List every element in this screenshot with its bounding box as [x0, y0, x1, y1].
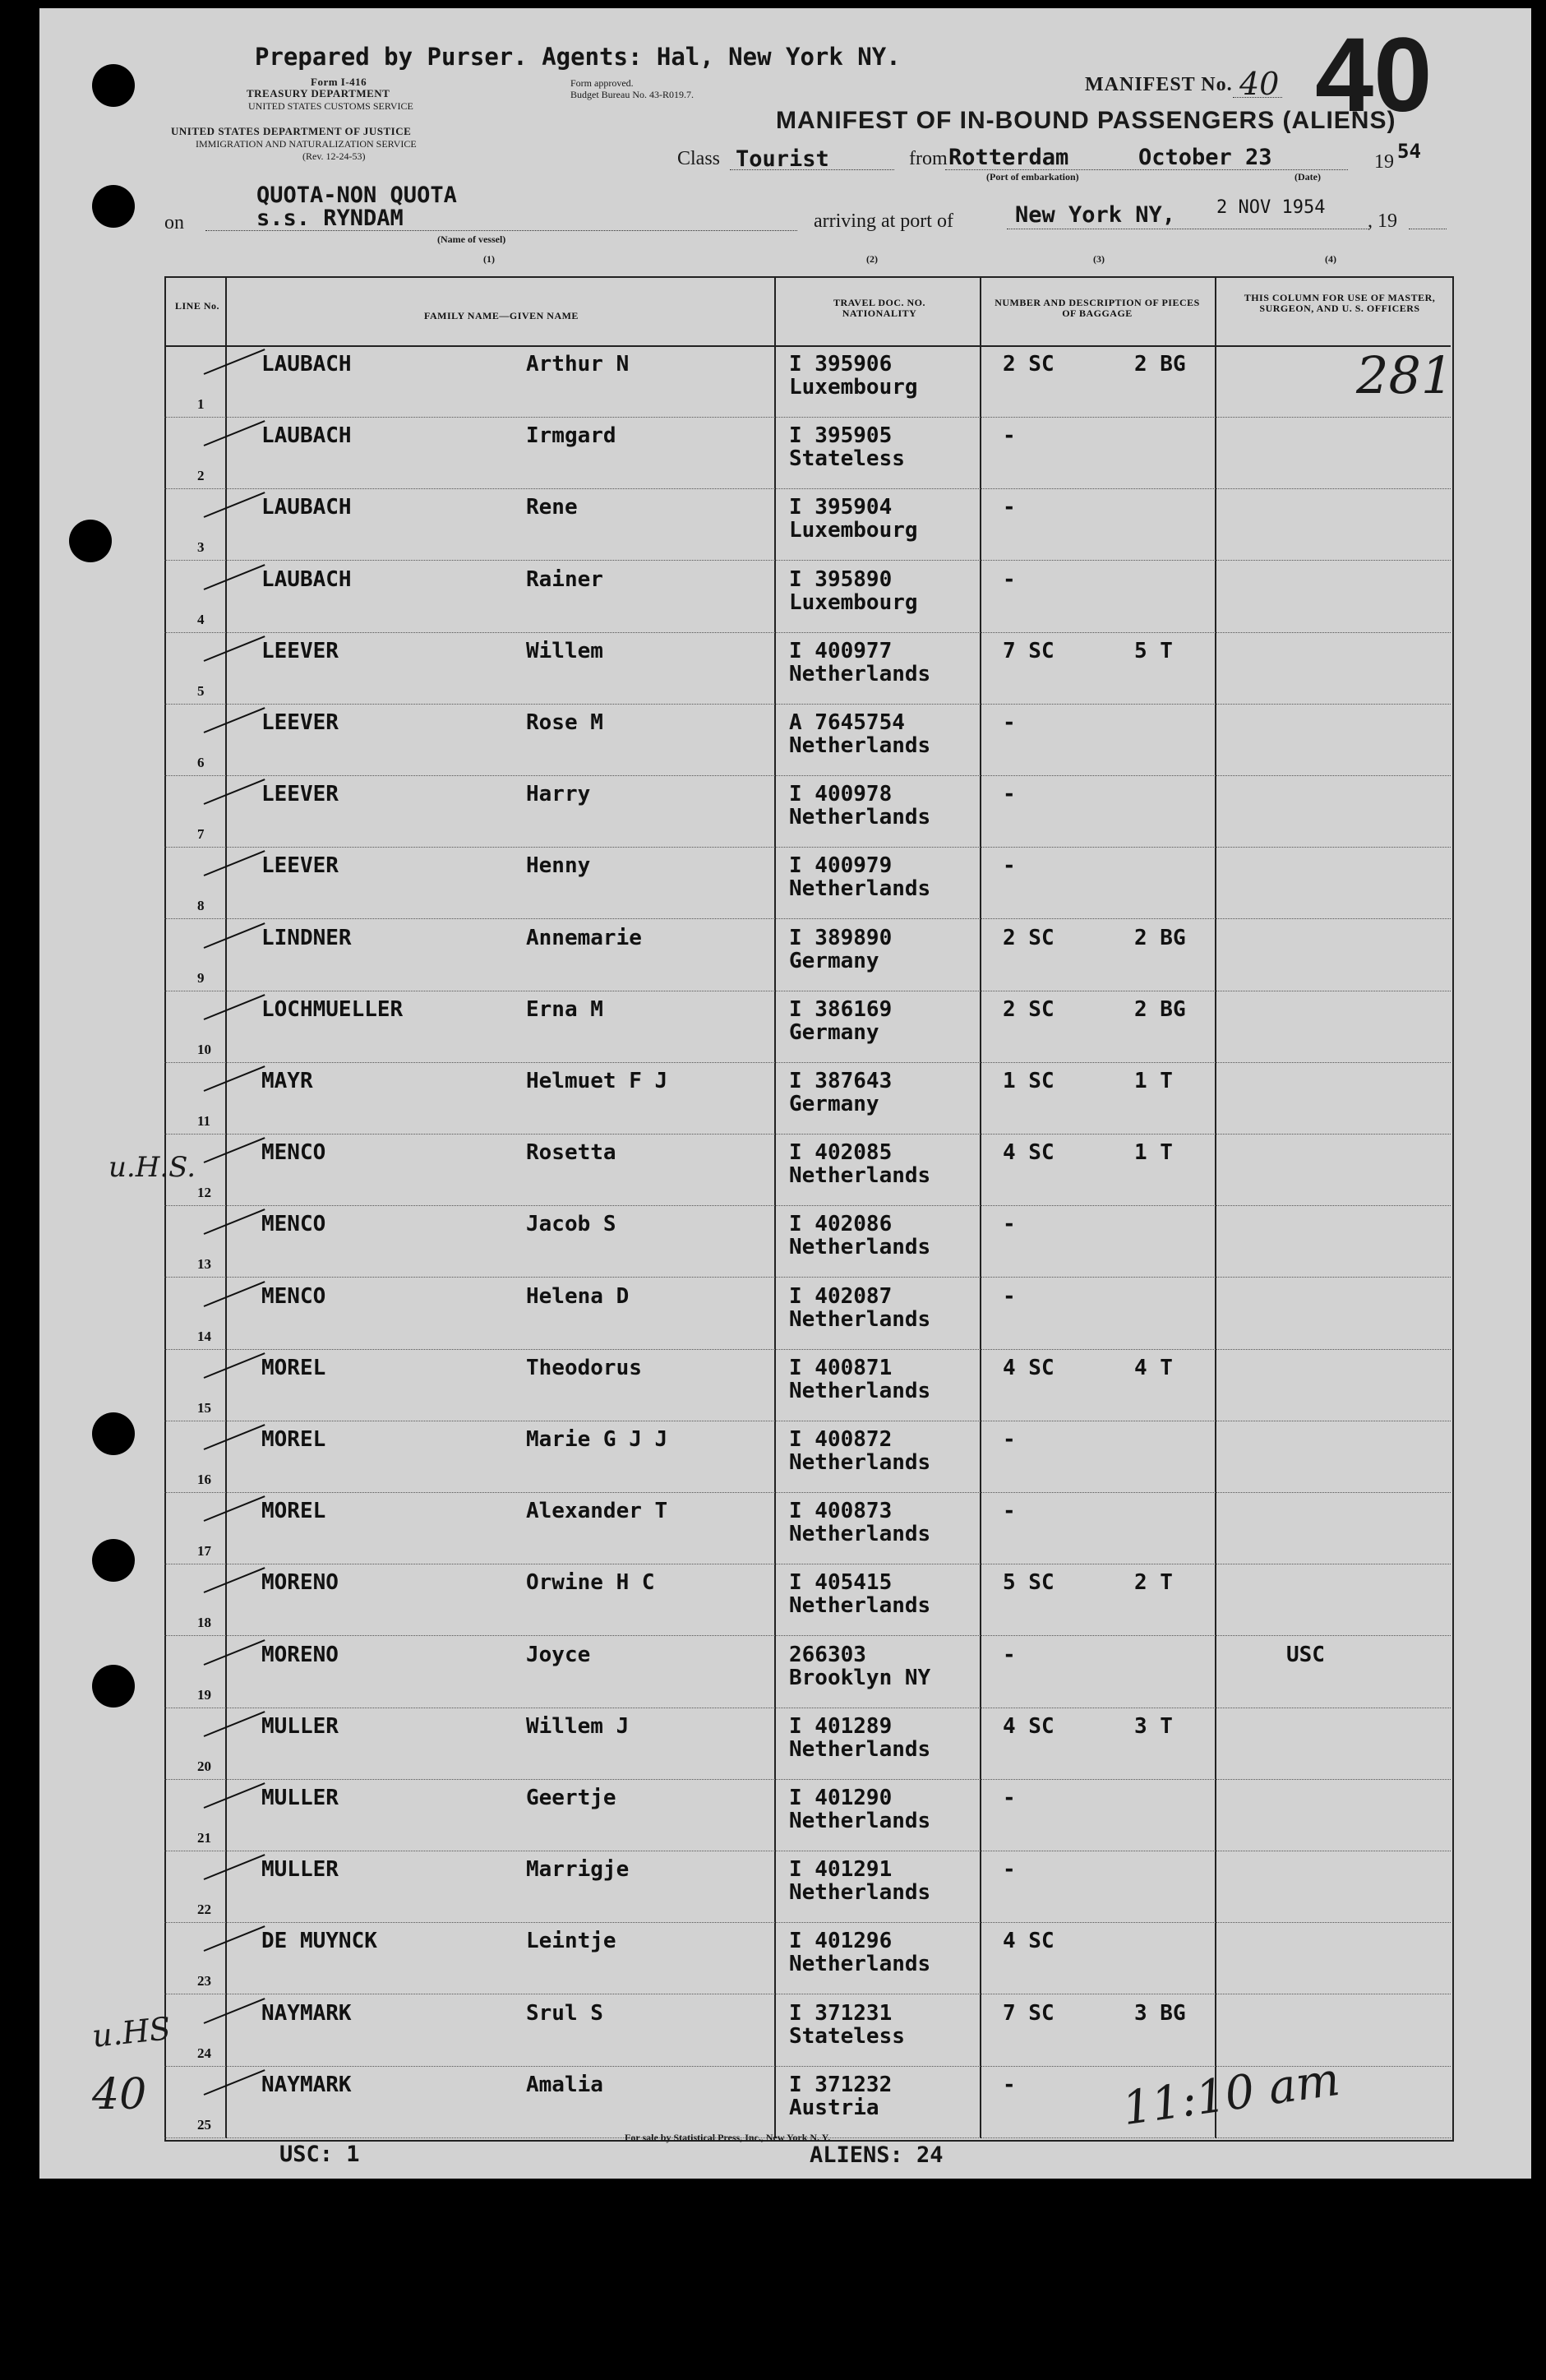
arrival-date-stamp: 2 NOV 1954: [1216, 197, 1326, 218]
check-mark-icon: [204, 1495, 265, 1522]
line-number: 21: [197, 1830, 211, 1846]
col-num-2: (2): [866, 253, 878, 265]
baggage-count: -: [1003, 1642, 1016, 1667]
nationality: Germany: [789, 948, 879, 973]
family-name: LAUBACH: [261, 495, 352, 520]
line-number: 25: [197, 2116, 211, 2133]
header-baggage: NUMBER AND DESCRIPTION OF PIECES OF BAGGAGE: [995, 297, 1200, 319]
check-mark-icon: [204, 1711, 265, 1737]
check-mark-icon: [204, 1925, 265, 1952]
line-number: 11: [197, 1113, 211, 1129]
line-number: 20: [197, 1758, 211, 1774]
family-name: LAUBACH: [261, 566, 352, 592]
family-name: MENCO: [261, 1212, 326, 1237]
baggage-type-count: 2 BG: [1134, 925, 1186, 950]
col-num-1: (1): [483, 253, 495, 265]
manifest-title: MANIFEST OF IN-BOUND PASSENGERS (ALIENS): [776, 107, 1396, 134]
prepared-by-line: Prepared by Purser. Agents: Hal, New York NY.: [255, 43, 901, 71]
travel-doc-number: I 395905: [789, 423, 893, 449]
travel-doc-number: I 371231: [789, 2000, 893, 2026]
check-mark-icon: [204, 1281, 265, 1307]
given-name: Leintje: [526, 1929, 616, 1954]
line-number: 14: [197, 1328, 211, 1344]
baggage-count: -: [1003, 853, 1016, 879]
doj-title: UNITED STATES DEPARTMENT OF JUSTICE: [171, 125, 412, 137]
line-number: 1: [197, 396, 205, 412]
travel-doc-number: I 400977: [789, 638, 893, 663]
line-number: 16: [197, 1472, 211, 1487]
table-row: [164, 1922, 1451, 1994]
baggage-type-count: 4 T: [1134, 1355, 1173, 1380]
baggage-type-count: 1 T: [1134, 1140, 1173, 1166]
baggage-count: 4 SC: [1003, 1929, 1055, 1954]
family-name: MORENO: [261, 1570, 339, 1596]
nationality: Netherlands: [789, 1378, 931, 1403]
check-mark-icon: [204, 564, 265, 590]
table-row: [164, 1492, 1451, 1564]
baggage-count: -: [1003, 2072, 1016, 2097]
family-name: MOREL: [261, 1499, 326, 1524]
line-number: 3: [197, 539, 205, 556]
port-embarkation: Rotterdam: [948, 145, 1069, 170]
table-row: [164, 704, 1451, 776]
check-mark-icon: [204, 492, 265, 518]
nationality: Netherlands: [789, 1736, 931, 1762]
nationality: Netherlands: [789, 733, 931, 758]
travel-doc-number: I 400873: [789, 1499, 893, 1524]
baggage-count: 2 SC: [1003, 996, 1055, 1022]
check-mark-icon: [204, 994, 265, 1020]
nationality: Netherlands: [789, 1880, 931, 1906]
nationality: Netherlands: [789, 1450, 931, 1475]
baggage-count: -: [1003, 782, 1016, 807]
table-row: [164, 1851, 1451, 1923]
travel-doc-number: I 386169: [789, 996, 893, 1022]
from-label: from: [909, 148, 948, 169]
table-row: [164, 561, 1451, 633]
family-name: MULLER: [261, 1786, 339, 1810]
quota-status: QUOTA-NON QUOTA: [256, 183, 457, 208]
nationality: Netherlands: [789, 1952, 931, 1977]
family-name: LEEVER: [261, 710, 339, 735]
travel-doc-number: I 405415: [789, 1570, 893, 1596]
nationality: Austria: [789, 2095, 879, 2120]
class-value: Tourist: [736, 146, 829, 172]
table-row: [164, 488, 1451, 561]
given-name: Helmuet F J: [526, 1069, 668, 1093]
baggage-count: 7 SC: [1003, 2000, 1055, 2026]
table-row: [164, 1205, 1451, 1278]
nationality: Germany: [789, 1092, 879, 1116]
table-row: [164, 847, 1451, 919]
family-name: MULLER: [261, 1857, 339, 1883]
budget-bureau: Budget Bureau No. 43-R019.7.: [570, 89, 694, 100]
nationality: Netherlands: [789, 805, 931, 830]
baggage-count: 7 SC: [1003, 638, 1055, 663]
travel-doc-number: I 400978: [789, 782, 893, 807]
check-mark-icon: [204, 850, 265, 876]
family-name: LEEVER: [261, 638, 339, 663]
given-name: Rainer: [526, 566, 603, 592]
family-name: LOCHMUELLER: [261, 996, 404, 1022]
nationality: Netherlands: [789, 1235, 931, 1260]
travel-doc-number: I 395904: [789, 495, 893, 520]
line-number: 23: [197, 1973, 211, 1989]
family-name: MENCO: [261, 1140, 326, 1166]
line-number: 4: [197, 611, 205, 627]
table-row: [164, 632, 1451, 705]
passenger-rows: [164, 345, 1454, 2137]
manifest-no-handwritten: 40: [1239, 66, 1280, 102]
baggage-type-count: 5 T: [1134, 638, 1173, 663]
margin-note-uhs-2: u.HS: [90, 2010, 173, 2054]
baggage-count: -: [1003, 1283, 1016, 1309]
given-name: Irmgard: [526, 423, 616, 449]
vessel-name: s.s. RYNDAM: [256, 206, 404, 231]
nationality: Netherlands: [789, 1163, 931, 1189]
family-name: NAYMARK: [261, 2000, 352, 2026]
baggage-count: 2 SC: [1003, 352, 1055, 377]
given-name: Geertje: [526, 1786, 616, 1810]
nationality: Netherlands: [789, 1593, 931, 1619]
officer-notation: USC: [1286, 1642, 1325, 1667]
travel-doc-number: I 395890: [789, 566, 893, 592]
check-mark-icon: [204, 1352, 265, 1379]
revision: (Rev. 12-24-53): [302, 150, 366, 162]
line-number: 8: [197, 898, 205, 914]
travel-doc-number: I 401296: [789, 1929, 893, 1954]
table-row: [164, 1278, 1451, 1350]
given-name: Theodorus: [526, 1355, 642, 1380]
table-row: [164, 1564, 1451, 1636]
footer-aliens-count: ALIENS: 24: [810, 2142, 944, 2168]
family-name: MORENO: [261, 1642, 339, 1667]
check-mark-icon: [204, 1782, 265, 1809]
check-mark-icon: [204, 1424, 265, 1450]
officer-mark: 281: [1356, 345, 1454, 405]
check-mark-icon: [204, 420, 265, 446]
family-name: LEEVER: [261, 853, 339, 879]
year-suffix: 54: [1397, 140, 1421, 163]
table-row: [164, 1994, 1451, 2067]
given-name: Joyce: [526, 1642, 591, 1667]
given-name: Amalia: [526, 2072, 603, 2097]
check-mark-icon: [204, 1065, 265, 1092]
check-mark-icon: [204, 1639, 265, 1666]
given-name: Harry: [526, 782, 591, 807]
check-mark-icon: [204, 707, 265, 733]
line-number: 6: [197, 755, 205, 770]
family-name: LAUBACH: [261, 352, 352, 377]
baggage-count: 4 SC: [1003, 1355, 1055, 1380]
form-approved: Form approved.: [570, 77, 634, 89]
header-line-no: LINE No.: [174, 300, 219, 312]
baggage-count: -: [1003, 1499, 1016, 1524]
check-mark-icon: [204, 2069, 265, 2096]
travel-doc-number: I 402086: [789, 1212, 893, 1237]
travel-doc-number: I 400871: [789, 1355, 893, 1380]
family-name: MAYR: [261, 1069, 313, 1093]
line-number: 5: [197, 682, 205, 699]
on-label: on: [164, 212, 184, 233]
embark-date: October 23: [1138, 145, 1272, 170]
table-row: [164, 1349, 1451, 1421]
margin-note-uhs-1: u.H.S.: [108, 1151, 196, 1184]
footer-printer: For sale by Statistical Press, Inc., New York N. Y.: [625, 2132, 831, 2143]
family-name: DE MUYNCK: [261, 1929, 377, 1954]
baggage-count: 1 SC: [1003, 1069, 1055, 1093]
baggage-count: -: [1003, 1212, 1016, 1237]
check-mark-icon: [204, 1137, 265, 1163]
travel-doc-number: I 401290: [789, 1786, 893, 1810]
travel-doc-number: I 389890: [789, 925, 893, 950]
line-number: 7: [197, 826, 205, 843]
baggage-type-count: 3 BG: [1134, 2000, 1186, 2026]
vessel-caption: (Name of vessel): [437, 233, 506, 245]
baggage-type-count: 1 T: [1134, 1069, 1173, 1093]
travel-doc-number: I 400979: [789, 853, 893, 879]
table-row: [164, 1134, 1451, 1206]
line-number: 15: [197, 1399, 211, 1416]
family-name: LAUBACH: [261, 423, 352, 449]
line-number: 19: [197, 1686, 211, 1703]
nationality: Brooklyn NY: [789, 1665, 931, 1690]
given-name: Jacob S: [526, 1212, 616, 1237]
given-name: Marie G J J: [526, 1427, 668, 1452]
line-number: 10: [197, 1041, 211, 1057]
line-number: 24: [197, 2045, 211, 2061]
table-row: [164, 919, 1451, 991]
margin-note-40: 40: [92, 2070, 147, 2119]
travel-doc-number: I 401289: [789, 1713, 893, 1739]
table-row: [164, 1708, 1451, 1780]
check-mark-icon: [204, 779, 265, 805]
travel-doc-number: I 387643: [789, 1069, 893, 1093]
baggage-type-count: 2 BG: [1134, 996, 1186, 1022]
family-name: MULLER: [261, 1713, 339, 1739]
punch-hole: [92, 64, 135, 107]
travel-doc-number: A 7645754: [789, 710, 905, 735]
inspector-signature-time: 11:10 am: [1119, 2052, 1343, 2137]
given-name: Alexander T: [526, 1499, 668, 1524]
customs-service: UNITED STATES CUSTOMS SERVICE: [248, 100, 413, 112]
table-row: [164, 417, 1451, 489]
baggage-count: 5 SC: [1003, 1570, 1055, 1596]
family-name: MENCO: [261, 1283, 326, 1309]
line-number: 13: [197, 1256, 211, 1273]
given-name: Willem J: [526, 1713, 630, 1739]
baggage-count: -: [1003, 566, 1016, 592]
nationality: Luxembourg: [789, 375, 918, 400]
line-number: 18: [197, 1615, 211, 1631]
given-name: Henny: [526, 853, 591, 879]
nationality: Netherlands: [789, 876, 931, 902]
given-name: Willem: [526, 638, 603, 663]
check-mark-icon: [204, 349, 265, 375]
punch-hole: [92, 1665, 135, 1708]
table-row: [164, 991, 1451, 1063]
table-row: [164, 1779, 1451, 1851]
given-name: Rosetta: [526, 1140, 616, 1166]
arriving-label: arriving at port of: [814, 210, 953, 232]
baggage-count: -: [1003, 1427, 1016, 1452]
travel-doc-number: I 401291: [789, 1857, 893, 1883]
check-mark-icon: [204, 1998, 265, 2024]
baggage-type-count: 3 T: [1134, 1713, 1173, 1739]
given-name: Srul S: [526, 2000, 603, 2026]
baggage-count: -: [1003, 423, 1016, 449]
treasury-dept: TREASURY DEPARTMENT: [247, 87, 390, 99]
given-name: Rene: [526, 495, 578, 520]
given-name: Annemarie: [526, 925, 642, 950]
check-mark-icon: [204, 1567, 265, 1593]
travel-doc-number: I 402087: [789, 1283, 893, 1309]
table-row: [164, 1636, 1451, 1708]
manifest-stamp-number: 40: [1315, 16, 1433, 134]
port-embark-caption: (Port of embarkation): [986, 171, 1079, 183]
table-row: [164, 1421, 1451, 1493]
check-mark-icon: [204, 635, 265, 662]
ins-title: IMMIGRATION AND NATURALIZATION SERVICE: [196, 138, 417, 150]
travel-doc-number: I 402085: [789, 1140, 893, 1166]
year-prefix: 19: [1374, 151, 1394, 173]
footer-usc-count: USC: 1: [279, 2142, 360, 2167]
baggage-count: 4 SC: [1003, 1140, 1055, 1166]
line-number: 12: [197, 1185, 211, 1201]
arrival-port: New York NY,: [1015, 202, 1176, 228]
form-number: Form I-416: [311, 76, 367, 88]
nationality: Germany: [789, 1019, 879, 1045]
punch-hole: [92, 1539, 135, 1582]
baggage-count: 4 SC: [1003, 1713, 1055, 1739]
table-row: [164, 1062, 1451, 1135]
family-name: MOREL: [261, 1355, 326, 1380]
nationality: Netherlands: [789, 1522, 931, 1547]
header-travel-doc: TRAVEL DOC. NO. NATIONALITY: [833, 297, 925, 319]
manifest-no-label: MANIFEST No.: [1085, 74, 1233, 95]
family-name: LINDNER: [261, 925, 352, 950]
line-number: 17: [197, 1543, 211, 1560]
travel-doc-number: I 400872: [789, 1427, 893, 1452]
table-row: [164, 775, 1451, 848]
baggage-type-count: 2 BG: [1134, 352, 1186, 377]
family-name: LEEVER: [261, 782, 339, 807]
family-name: MOREL: [261, 1427, 326, 1452]
nationality: Stateless: [789, 2023, 905, 2049]
given-name: Orwine H C: [526, 1570, 655, 1596]
check-mark-icon: [204, 922, 265, 949]
family-name: NAYMARK: [261, 2072, 352, 2097]
punch-hole: [92, 185, 135, 228]
nationality: Netherlands: [789, 661, 931, 686]
given-name: Helena D: [526, 1283, 630, 1309]
line-number: 22: [197, 1902, 211, 1918]
check-mark-icon: [204, 1854, 265, 1880]
punch-hole: [92, 1412, 135, 1455]
baggage-count: -: [1003, 710, 1016, 735]
baggage-count: -: [1003, 1786, 1016, 1810]
year-label: , 19: [1368, 210, 1397, 232]
col-num-3: (3): [1093, 253, 1105, 265]
travel-doc-number: 266303: [789, 1642, 866, 1667]
nationality: Netherlands: [789, 1306, 931, 1332]
nationality: Luxembourg: [789, 518, 918, 543]
line-number: 9: [197, 969, 205, 986]
punch-hole: [69, 520, 112, 562]
class-label: Class: [677, 148, 721, 169]
header-officers: THIS COLUMN FOR USE OF MASTER, SURGEON, AND U. S. OFFICERS: [1244, 292, 1436, 314]
header-name: FAMILY NAME—GIVEN NAME: [424, 310, 579, 321]
baggage-count: -: [1003, 495, 1016, 520]
nationality: Netherlands: [789, 1809, 931, 1833]
baggage-count: -: [1003, 1857, 1016, 1883]
baggage-count: 2 SC: [1003, 925, 1055, 950]
check-mark-icon: [204, 1208, 265, 1235]
col-num-4: (4): [1325, 253, 1336, 265]
table-row: [164, 345, 1454, 418]
nationality: Stateless: [789, 446, 905, 472]
given-name: Marrigje: [526, 1857, 630, 1883]
travel-doc-number: I 395906: [789, 352, 893, 377]
given-name: Arthur N: [526, 352, 630, 377]
baggage-type-count: 2 T: [1134, 1570, 1173, 1596]
given-name: Rose M: [526, 710, 603, 735]
given-name: Erna M: [526, 996, 603, 1022]
line-number: 2: [197, 468, 205, 484]
travel-doc-number: I 371232: [789, 2072, 893, 2097]
nationality: Luxembourg: [789, 589, 918, 615]
date-caption: (Date): [1294, 171, 1321, 183]
